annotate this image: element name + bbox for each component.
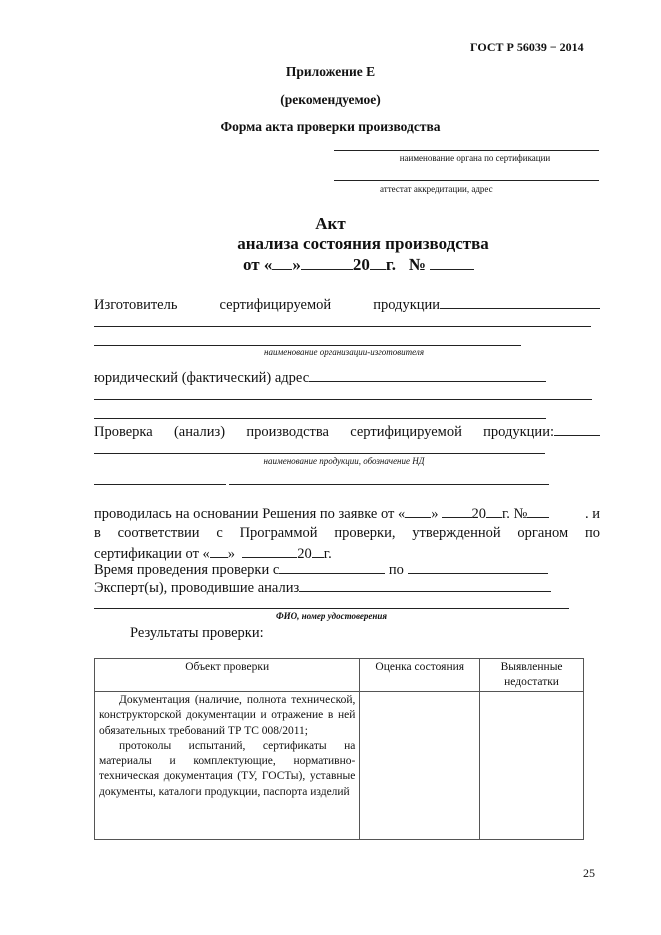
program-year-field[interactable]	[312, 543, 324, 558]
time-from-field[interactable]	[279, 559, 385, 574]
basis-line-1: проводилась на основании Решения по заявке от « » 20 г. № . и	[94, 503, 600, 524]
header-object: Объект проверки	[95, 659, 360, 692]
manufacturer-caption: наименование организации-изготовителя	[263, 347, 424, 357]
act-year-field[interactable]	[370, 255, 386, 270]
header-defects: Выявленные недостатки	[480, 659, 584, 692]
product-line-3a[interactable]	[94, 484, 226, 485]
address-line: юридический (фактический) адрес	[94, 367, 546, 387]
time-to-field[interactable]	[408, 559, 548, 574]
experts-caption: ФИО, номер удостоверения	[275, 611, 388, 621]
manufacturer-line-3[interactable]	[94, 345, 521, 346]
appendix-title: Приложение Е	[285, 64, 376, 79]
act-month-field[interactable]	[301, 255, 353, 270]
request-number-field[interactable]	[527, 503, 549, 518]
authority-name-line[interactable]	[334, 150, 599, 151]
address-line-3[interactable]	[94, 418, 546, 419]
product-field[interactable]	[554, 421, 600, 436]
product-caption: наименование продукции, обозначение НД	[263, 456, 425, 466]
header-assessment: Оценка состояния	[360, 659, 480, 692]
experts-line: Эксперт(ы), проводившие анализ	[94, 577, 551, 597]
table-header-row	[95, 659, 584, 692]
form-title: Форма акта проверки производства	[220, 119, 441, 134]
basis-paragraph	[94, 503, 600, 564]
address-field[interactable]	[309, 367, 546, 382]
manufacturer-field[interactable]	[440, 294, 600, 309]
defects-cell[interactable]	[480, 692, 584, 840]
assessment-cell[interactable]	[360, 692, 480, 840]
authority-name-caption: наименование органа по сертификации	[399, 153, 551, 163]
act-day-field[interactable]	[272, 255, 292, 270]
act-date-line: от « » 20 г. №	[243, 255, 474, 275]
request-day-field[interactable]	[405, 503, 431, 518]
manufacturer-line: Изготовитель сертифицируемой продукции	[94, 294, 600, 314]
accreditation-caption: аттестат аккредитации, адрес	[380, 184, 493, 194]
address-line-2[interactable]	[94, 399, 592, 400]
page-number: 25	[583, 866, 595, 880]
standard-number: ГОСТ Р 56039 − 2014	[470, 40, 584, 54]
results-table	[94, 658, 584, 840]
experts-line-2[interactable]	[94, 608, 569, 609]
inspection-line: Проверка (анализ) производства сертифицируемой продукции:	[94, 421, 600, 441]
program-day-field[interactable]	[210, 543, 228, 558]
object-cell	[95, 692, 360, 840]
object-text-protocols: протоколы испытаний, сертификаты на материалы и комплектующие, нормативно-техническая документация (ТУ, ГОСТы), уставные документы, каталоги продукции, паспорта изделий	[99, 739, 356, 798]
appendix-subtitle: (рекомендуемое)	[280, 92, 381, 107]
product-line-2[interactable]	[94, 453, 545, 454]
results-label: Результаты проверки:	[130, 625, 264, 641]
program-month-field[interactable]	[242, 543, 297, 558]
request-month-field[interactable]	[442, 503, 472, 518]
manufacturer-line-2[interactable]	[94, 326, 591, 327]
act-subtitle: анализа состояния производства	[237, 234, 489, 253]
time-line: Время проведения проверки с по	[94, 559, 548, 579]
basis-line-2: в соответствии с Программой проверки, утвержденной органом по	[94, 525, 600, 541]
table-row	[95, 692, 584, 840]
accreditation-line[interactable]	[334, 180, 599, 181]
product-line-3b[interactable]	[229, 484, 549, 485]
basis-line-3: сертификации от « » 20 г.	[94, 543, 600, 564]
request-year-field[interactable]	[486, 503, 502, 518]
object-text-documentation: Документация (наличие, полнота технической, конструкторской документации и отражение в ней обязательных требований ТР ТС 008/2011;	[99, 694, 356, 737]
experts-field[interactable]	[299, 577, 551, 592]
act-title: Акт	[315, 214, 346, 233]
act-number-field[interactable]	[430, 255, 474, 270]
